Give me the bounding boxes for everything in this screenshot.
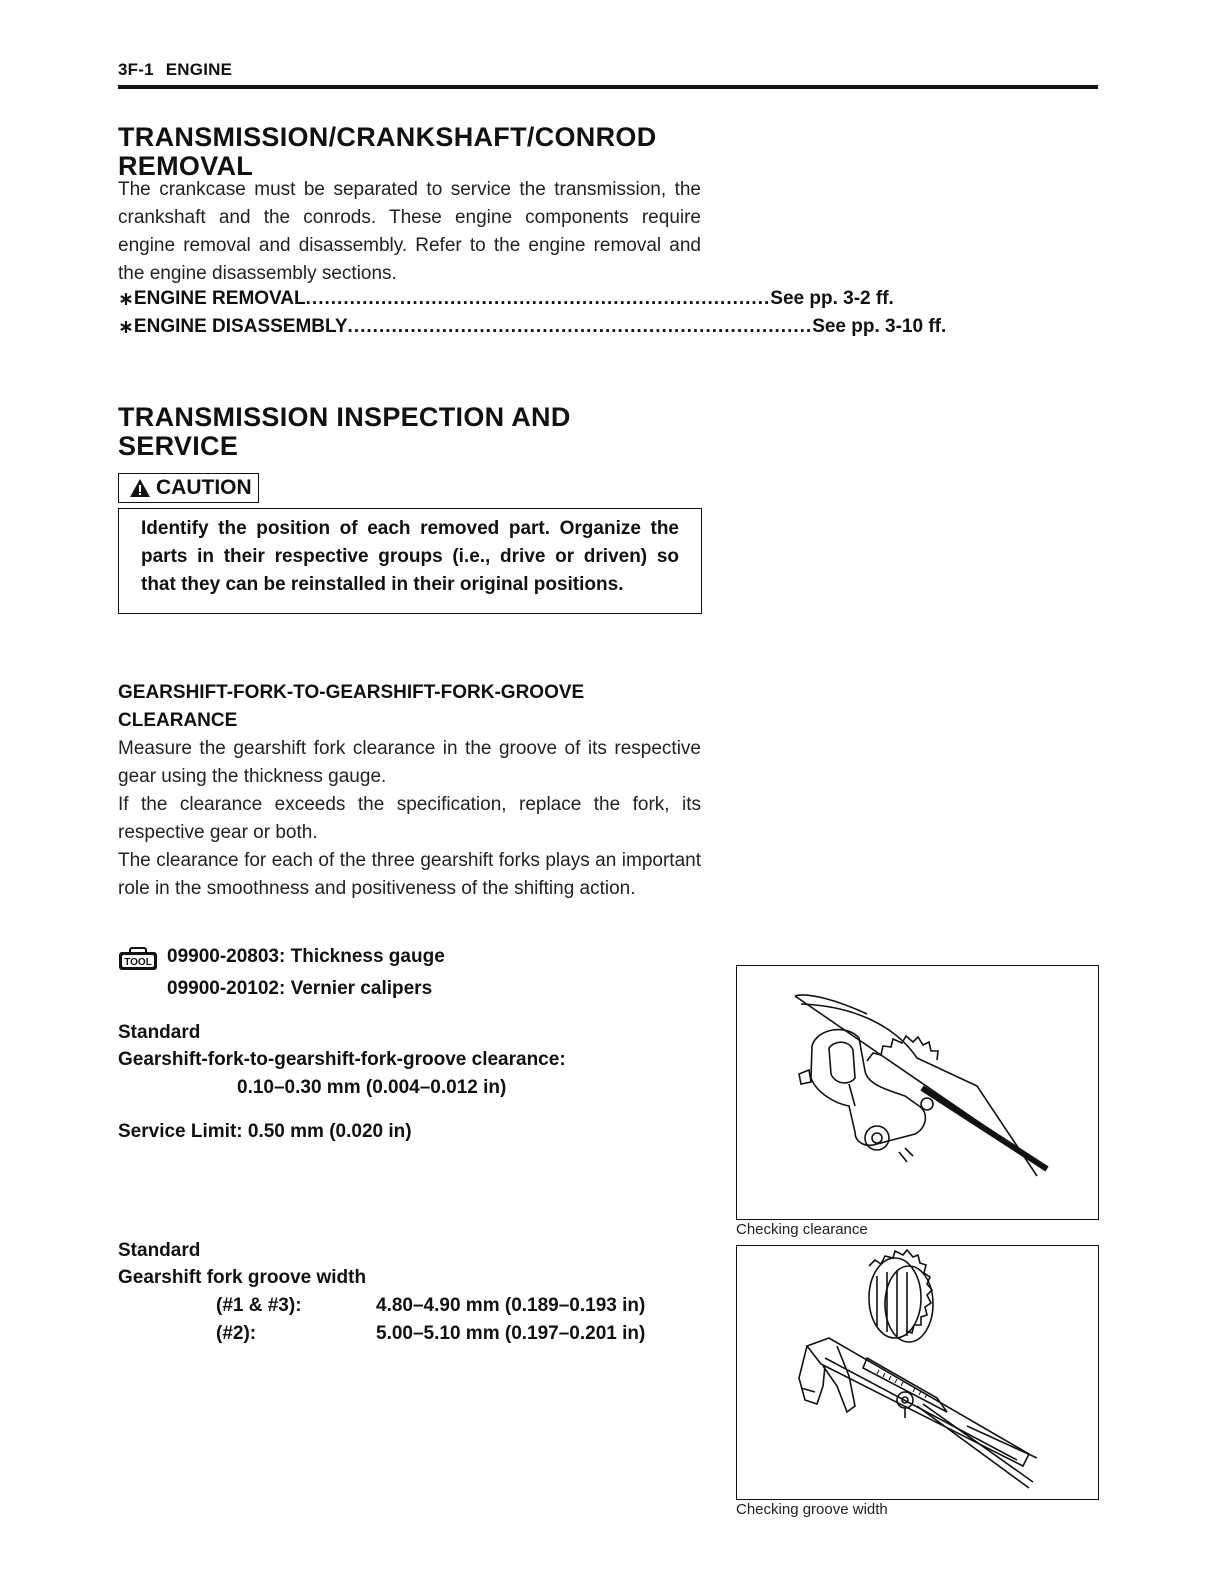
clearance-value: 0.10–0.30 mm (0.004–0.012 in): [237, 1077, 507, 1098]
service-limit: Service Limit: 0.50 mm (0.020 in): [118, 1121, 412, 1142]
ref-page: See pp. 3-10 ff.: [812, 316, 947, 337]
ref-engine-removal: [118, 288, 894, 311]
ref-page: See pp. 3-2 ff.: [770, 288, 894, 309]
section1-heading: TRANSMISSION/CRANKSHAFT/CONROD REMOVAL: [118, 122, 657, 181]
chapter-title: ENGINE: [165, 60, 233, 79]
figure-caption-2: Checking groove width: [736, 1501, 888, 1518]
page-header: [118, 60, 244, 80]
bullet: ∗: [118, 317, 134, 338]
figure-checking-groove-width: [736, 1245, 1099, 1500]
ref-name: ENGINE REMOVAL: [133, 288, 306, 309]
tool-vernier-calipers: 09900-20102: Vernier calipers: [167, 978, 433, 999]
section2-heading: TRANSMISSION INSPECTION AND SERVICE: [118, 402, 571, 461]
width-key-2: (#2):: [216, 1323, 257, 1344]
standard-label-2: Standard: [118, 1240, 201, 1261]
clearance-label: Gearshift-fork-to-gearshift-fork-groove clearance:: [118, 1049, 566, 1070]
tool-thickness-gauge: 09900-20803: Thickness gauge: [167, 946, 445, 967]
subsection-paragraph-1: Measure the gearshift fork clearance in the groove of its respective gear using the thickness gauge.: [118, 738, 701, 787]
warning-icon: [129, 478, 151, 498]
section-number: 3F-1: [118, 60, 154, 79]
groove-width-label: Gearshift fork groove width: [118, 1267, 367, 1288]
header-rule: [118, 85, 1098, 89]
leader-dots: ..........................................................................: [305, 288, 771, 309]
tool-icon: [118, 947, 158, 971]
section1-paragraph: The crankcase must be separated to service the transmission, the crankshaft and the conrods. These engine components require engine removal and disassembly. Refer to the engine removal and the engine disassembly sections.: [118, 179, 701, 284]
subsection-paragraph-2: If the clearance exceeds the specification, replace the fork, its respective gear or both.: [118, 794, 701, 843]
width-value-1: 4.80–4.90 mm (0.189–0.193 in): [376, 1295, 646, 1316]
ref-engine-disassembly: [118, 316, 947, 339]
figure-caption-1: Checking clearance: [736, 1221, 868, 1238]
ref-name: ENGINE DISASSEMBLY: [133, 316, 348, 337]
subsection-paragraph-3: The clearance for each of the three gearshift forks plays an important role in the smoothness and positiveness of the shifting action.: [118, 850, 701, 899]
standard-label-1: Standard: [118, 1022, 201, 1043]
subsection-heading: GEARSHIFT-FORK-TO-GEARSHIFT-FORK-GROOVE CLEARANCE: [118, 682, 585, 731]
vernier-caliper-illustration: [737, 1246, 1098, 1499]
figure-checking-clearance: [736, 965, 1099, 1220]
tool-badge-text: TOOL: [124, 957, 152, 968]
width-value-2: 5.00–5.10 mm (0.197–0.201 in): [376, 1323, 646, 1344]
leader-dots: ..........................................................................: [347, 316, 813, 337]
thickness-gauge-illustration: [737, 966, 1098, 1219]
width-key-1: (#1 & #3):: [216, 1295, 302, 1316]
caution-label: CAUTION: [118, 473, 259, 503]
caution-box: Identify the position of each removed part. Organize the parts in their respective groups (i.e., drive or driven) so that they can be reinstalled in their original positions.: [118, 508, 702, 614]
bullet: ∗: [118, 289, 134, 310]
